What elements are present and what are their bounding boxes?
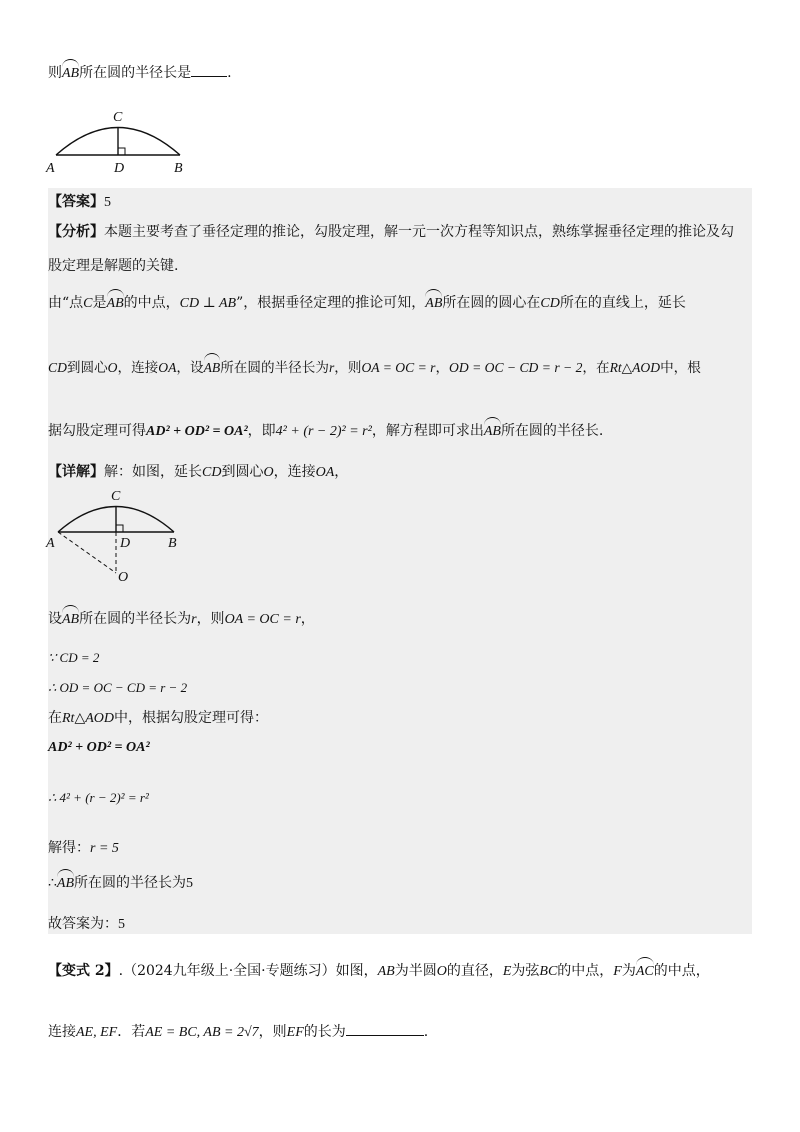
text-analysis-l5-arc: AB (484, 418, 501, 442)
text-detail-l2-arc: AB (62, 606, 79, 630)
text-detail-l8-eq: r = 5 (90, 841, 119, 856)
text-analysis-l3-g: 所在的直线上，延长 (559, 295, 686, 311)
text-detail-l9-arc: AB (57, 870, 74, 894)
text-analysis-l5-c: ，解方程即可求出 (371, 423, 484, 439)
detail-line-1 (48, 462, 348, 483)
detail-line-8 (48, 838, 119, 859)
text-variant-l1-bc: BC (539, 964, 558, 979)
text-detail-l2-d: ， (300, 611, 315, 627)
text-variant-l1-f: 的中点， (557, 963, 614, 979)
text-analysis-line1: 本题主要考查了垂径定理的推论，勾股定理，解一元一次方程等知识点，熟练掌握垂径定理的推论及勾 (104, 224, 734, 240)
variant-line-2 (48, 1022, 428, 1043)
text-variant-l1-c: 的直径， (446, 963, 503, 979)
text-analysis-l4-r: r (328, 360, 335, 375)
text-analysis-l4-oa: OA (158, 360, 177, 375)
text-detail-l1-oa: OA (315, 465, 335, 480)
text-variant-l2-a: 连接 (48, 1024, 76, 1040)
text-detail-l2-b: 所在圆的半径长为 (79, 611, 192, 627)
answer-blank (191, 76, 227, 77)
analysis-line-2 (48, 256, 178, 276)
detail-line-5 (48, 708, 268, 729)
text-variant-l1-h: 的中点， (653, 963, 710, 979)
text-analysis-l5-a: 据勾股定理可得 (48, 423, 146, 439)
text-analysis-l3-e: ”，根据垂径定理的推论可知， (236, 295, 426, 311)
label-d: D (120, 536, 131, 551)
text-variant-l2-c: ，则 (258, 1024, 287, 1040)
text-variant-l1-ab: AB (377, 964, 395, 979)
text-detail-l5-pre: 在 (48, 710, 62, 726)
label-b: B (174, 161, 183, 176)
text-detail-l2-c: ，则 (196, 611, 225, 627)
text-variant-l1-e: E (502, 964, 512, 979)
text-variant-l2-d: 的长为 (303, 1024, 346, 1040)
text-detail-l1-d: ， (334, 464, 349, 480)
variant-line-1 (48, 958, 710, 982)
text-analysis-l5-d: 所在圆的半径长. (500, 423, 604, 439)
text-variant-l1-a: .（2024九年级上·全国·专题练习）如图， (118, 963, 378, 979)
analysis-line-5 (48, 418, 603, 442)
answer-blank-variant (346, 1035, 424, 1036)
text-analysis-l4-e: ，则 (334, 360, 362, 376)
text-detail-l10-v: 5 (118, 917, 125, 932)
text-variant-l2-b: ．若 (117, 1024, 146, 1040)
label-o: O (118, 570, 129, 585)
text-analysis-l4-a: 到圆心 (66, 360, 108, 376)
text-detail-l1-b: 到圆心 (221, 464, 264, 480)
text-variant-l2-aeef: AE, EF (76, 1025, 118, 1040)
text-analysis-l4-g: ，在 (582, 360, 610, 376)
figure-arc-abc (40, 100, 200, 180)
text-analysis-l3-arc2: AB (425, 290, 442, 314)
text-variant-l1-o: O (436, 964, 447, 979)
segment-ao (58, 532, 116, 573)
text-answer-tag: 【答案】 (48, 194, 104, 210)
text-variant-l2-cond: AE = BC, AB = 2√7 (145, 1025, 259, 1040)
answer-line (48, 192, 111, 213)
text-detail-l1-a: 解：如图，延长 (104, 464, 202, 480)
text-variant-tag: 【变式 2】 (48, 963, 119, 979)
text-analysis-l3-arc: AB (107, 290, 124, 314)
text-variant-l1-d: 为弦 (511, 963, 540, 979)
text-analysis-l3-f: 所在圆的圆心在 (442, 295, 541, 311)
text-detail-l9-v: 5 (186, 876, 194, 891)
text-q_tail-prefix: 则 (48, 65, 62, 81)
detail-line-2 (48, 606, 315, 630)
right-angle-mark (116, 525, 123, 532)
detail-line-4: ∴ OD = OC − CD = r − 2 (48, 680, 188, 695)
text-analysis-l3-d: 的中点， (123, 295, 180, 311)
text-analysis-l5-eq1: AD² + OD² = OA² (146, 424, 248, 439)
text-analysis-l4-arc: AB (204, 354, 221, 378)
text-detail-l10-a: 故答案为： (48, 916, 118, 932)
text-detail-tag: 【详解】 (48, 464, 104, 480)
text-analysis-l3-b: 是 (92, 295, 107, 311)
label-a: A (46, 161, 55, 176)
text-analysis-l3-perp: CD ⊥ AB (179, 296, 237, 311)
analysis-line-3 (48, 290, 686, 314)
analysis-line-1 (48, 222, 734, 242)
text-variant-l2-end: . (423, 1024, 429, 1040)
text-analysis-l3-cd: CD (540, 296, 560, 311)
text-detail-l9-a: ∴ (48, 875, 57, 891)
text-analysis-l4-cd: CD (48, 360, 67, 375)
text-variant-l1-fv: F (613, 964, 622, 979)
text-analysis-l4-b: ，连接 (117, 360, 159, 376)
text-analysis-tag: 【分析】 (48, 224, 104, 240)
analysis-line-4 (48, 354, 701, 378)
text-analysis-l5-b: ，即 (247, 423, 276, 439)
text-detail-l2-eq: OA = OC = r (224, 612, 301, 627)
text-variant-l1-g: 为 (621, 963, 636, 979)
text-analysis-l4-d: 所在圆的半径长为 (220, 360, 329, 376)
text-analysis-l4-f: ， (435, 360, 450, 376)
label-b: B (168, 536, 177, 551)
text-analysis-l3-c: C (83, 296, 93, 311)
text-variant-l2-ef: EF (286, 1025, 304, 1040)
text-detail-l1-o: O (263, 465, 274, 480)
label-c: C (113, 110, 123, 125)
right-angle-mark (118, 148, 125, 155)
text-analysis-l4-rt: Rt△AOD (609, 360, 661, 375)
text-analysis-l4-h: 中，根 (660, 360, 701, 376)
text-variant-l1-arc: AC (636, 958, 654, 982)
text-analysis-l4-eq1: OA = OC = r (361, 360, 436, 375)
detail-line-6: AD² + OD² = OA² (48, 740, 150, 755)
text-detail-l8-a: 解得： (48, 840, 90, 856)
text-analysis-l4-o: O (107, 360, 118, 375)
text-detail-l1-c: ，连接 (273, 464, 316, 480)
detail-line-10 (48, 914, 125, 935)
text-detail-l5-rt: Rt△AOD (62, 711, 114, 726)
text-analysis-l4-c: ，设 (176, 360, 204, 376)
detail-line-7: ∴ 4² + (r − 2)² = r² (48, 790, 149, 805)
text-answer-value: 5 (104, 195, 111, 210)
text-q_tail-suffix: 所在圆的半径长是 (79, 65, 192, 81)
question-tail (48, 60, 232, 84)
detail-line-9 (48, 870, 193, 894)
text-analysis-line2: 股定理是解题的关键. (48, 258, 179, 274)
detail-line-3: ∵ CD = 2 (48, 650, 100, 665)
text-analysis-l4-eq2: OD = OC − CD = r − 2 (449, 360, 583, 375)
text-detail-l1-cd: CD (202, 465, 222, 480)
text-detail-l2-r: r (191, 612, 197, 627)
text-variant-l1-b: 为半圆 (394, 963, 437, 979)
text-detail-l5-a: 中，根据勾股定理可得： (113, 710, 268, 726)
text-analysis-l5-eq2: 4² + (r − 2)² = r² (275, 424, 372, 439)
label-d: D (114, 161, 125, 176)
text-detail-l2-a: 设 (48, 611, 62, 627)
text-analysis-l3-a: 由“点 (48, 295, 84, 311)
figure-arc-with-center (40, 485, 200, 585)
label-c: C (111, 489, 121, 504)
text-detail-l9-b: 所在圆的半径长为 (74, 875, 187, 891)
arc-ab: AB (62, 60, 79, 84)
label-a: A (46, 536, 55, 551)
text-q_tail-end: . (227, 65, 232, 81)
